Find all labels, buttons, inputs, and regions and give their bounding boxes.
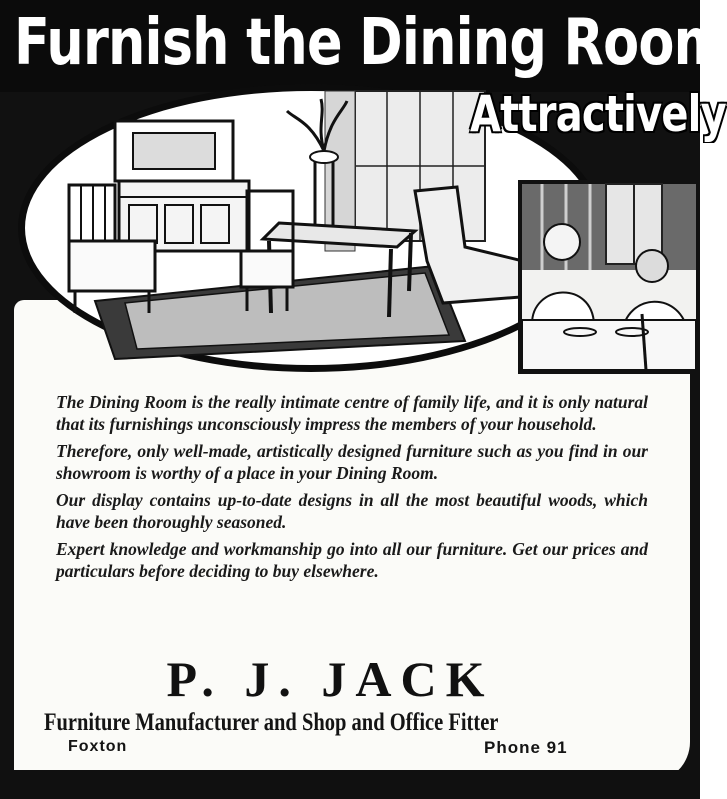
paragraph-4: Expert knowledge and workmanship go into all our furniture. Get our prices and particulars before deciding to buy elsewhere.: [56, 539, 648, 581]
couple-dining-icon: [522, 184, 696, 370]
couple-dining-illustration: [518, 180, 700, 374]
business-name: P. J. JACK: [166, 651, 494, 707]
footer-border: [0, 770, 700, 799]
body-copy: [56, 392, 648, 588]
business-phone: Phone 91: [484, 738, 568, 757]
paragraph-3: Our display contains up-to-date designs in all the most beautiful woods, which have been thoroughly seasoned.: [56, 490, 648, 532]
paragraph-2: Therefore, only well-made, artistically designed furniture such as you find in our showroom is worthy of a place in your Dining Room.: [56, 441, 648, 483]
business-town: Foxton: [68, 738, 128, 755]
paragraph-1: The Dining Room is the really intimate centre of family life, and it is only natural that its furnishings unconsciously impress the members of your household.: [56, 392, 648, 434]
business-description: Furniture Manufacturer and Shop and Office Fitter: [44, 709, 499, 736]
headline-attractively: Attractively: [470, 85, 726, 143]
headline: Furnish the Dining Room: [14, 6, 727, 80]
